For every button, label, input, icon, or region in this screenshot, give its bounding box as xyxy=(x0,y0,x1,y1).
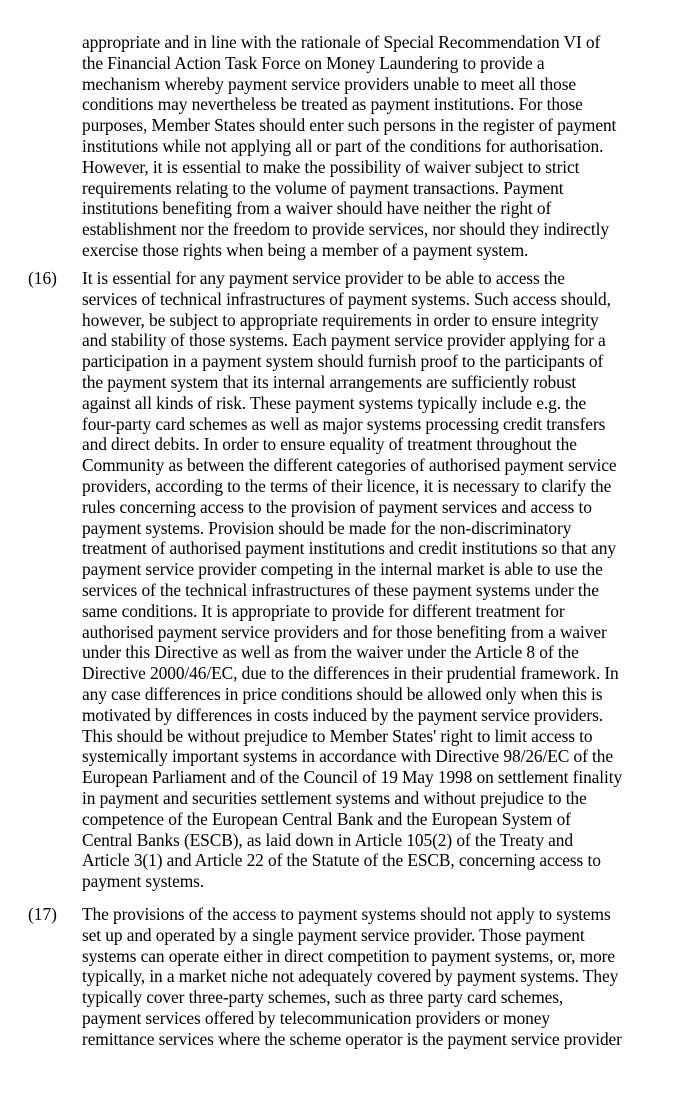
text-line: authorised payment service providers and for those benefiting from a waiver xyxy=(82,621,607,642)
text-line: payment systems. Provision should be made for the non-discriminatory xyxy=(82,517,572,538)
paragraph-body xyxy=(82,32,682,261)
text-line: same conditions. It is appropriate to provide for different treatment for xyxy=(82,600,565,621)
text-line: The provisions of the access to payment systems should not apply to systems xyxy=(82,904,611,924)
text-line: competence of the European Central Bank and the European System of xyxy=(82,808,571,829)
text-line: services of the technical infrastructures of these payment systems under the xyxy=(82,579,599,600)
text-line: under this Directive as well as from the waiver under the Article 8 of the xyxy=(82,642,579,663)
text-line: It is essential for any payment service provider to be able to access the xyxy=(82,268,565,288)
text-line: services of technical infrastructures of payment systems. Such access should, xyxy=(82,288,611,309)
text-line: against all kinds of risk. These payment systems typically include e.g. the xyxy=(82,392,587,413)
text-line: typically cover three-party schemes, such as three party card schemes, xyxy=(82,987,564,1008)
paragraph-body xyxy=(82,268,682,892)
text-line: payment systems. xyxy=(82,871,205,892)
text-line: mechanism whereby payment service providers unable to meet all those xyxy=(82,73,576,94)
text-line: the payment system that its internal arrangements are sufficiently robust xyxy=(82,371,577,392)
text-line: However, it is essential to make the possibility of waiver subject to strict xyxy=(82,156,580,177)
text-line: participation in a payment system should furnish proof to the participants of xyxy=(82,351,604,372)
text-line: Central Banks (ESCB), as laid down in Article 105(2) of the Treaty and xyxy=(82,829,573,850)
text-line: Directive 2000/46/EC, due to the differences in their prudential framework. In xyxy=(82,663,619,684)
text-line: appropriate and in line with the rationale of Special Recommendation VI of xyxy=(82,32,601,52)
text-line: conditions may nevertheless be treated as payment institutions. For those xyxy=(82,94,583,115)
text-line: in payment and securities settlement systems and without prejudice to the xyxy=(82,787,587,808)
text-line: remittance services where the scheme operator is the payment service provider xyxy=(82,1028,622,1049)
text-line: the Financial Action Task Force on Money Laundering to provide a xyxy=(82,52,545,73)
paragraph-body xyxy=(82,904,682,1050)
text-line: This should be without prejudice to Member States' right to limit access to xyxy=(82,725,593,746)
text-line: and stability of those systems. Each payment service provider applying for a xyxy=(82,330,606,351)
text-line: providers, according to the terms of their licence, it is necessary to clarify the xyxy=(82,475,612,496)
text-line: treatment of authorised payment institutions and credit institutions so that any xyxy=(82,538,616,559)
text-line: rules concerning access to the provision of payment services and access to xyxy=(82,496,592,517)
paragraph-number: (16) xyxy=(28,268,57,288)
text-line: purposes, Member States should enter such persons in the register of payment xyxy=(82,115,617,136)
text-line: requirements relating to the volume of payment transactions. Payment xyxy=(82,177,564,198)
paragraph-number: (17) xyxy=(28,904,57,924)
text-line: institutions while not applying all or part of the conditions for authorisation. xyxy=(82,135,604,156)
text-line: exercise those rights when being a member of a payment system. xyxy=(82,239,529,260)
text-line: four-party card schemes as well as major systems processing credit transfers xyxy=(82,413,606,434)
text-line: payment services offered by telecommunication providers or money xyxy=(82,1007,550,1028)
text-line: systems can operate either in direct competition to payment systems, or, more xyxy=(82,945,615,966)
text-line: payment service provider competing in the internal market is able to use the xyxy=(82,559,603,580)
text-line: institutions benefiting from a waiver should have neither the right of xyxy=(82,198,552,219)
text-line: European Parliament and of the Council of 19 May 1998 on settlement finality xyxy=(82,767,623,788)
text-line: set up and operated by a single payment service provider. Those payment xyxy=(82,924,585,945)
text-line: Community as between the different categories of authorised payment service xyxy=(82,455,617,476)
text-line: establishment nor the freedom to provide services, nor should they indirectly xyxy=(82,219,609,240)
text-line: typically, in a market niche not adequately covered by payment systems. They xyxy=(82,966,619,987)
text-line: Article 3(1) and Article 22 of the Statute of the ESCB, concerning access to xyxy=(82,850,601,871)
text-line: systemically important systems in accordance with Directive 98/26/EC of the xyxy=(82,746,613,767)
text-line: any case differences in price conditions should be allowed only when this is xyxy=(82,683,603,704)
text-line: motivated by differences in costs induced by the payment service providers. xyxy=(82,704,603,725)
text-line: however, be subject to appropriate requirements in order to ensure integrity xyxy=(82,309,599,330)
text-line: and direct debits. In order to ensure equality of treatment throughout the xyxy=(82,434,577,455)
